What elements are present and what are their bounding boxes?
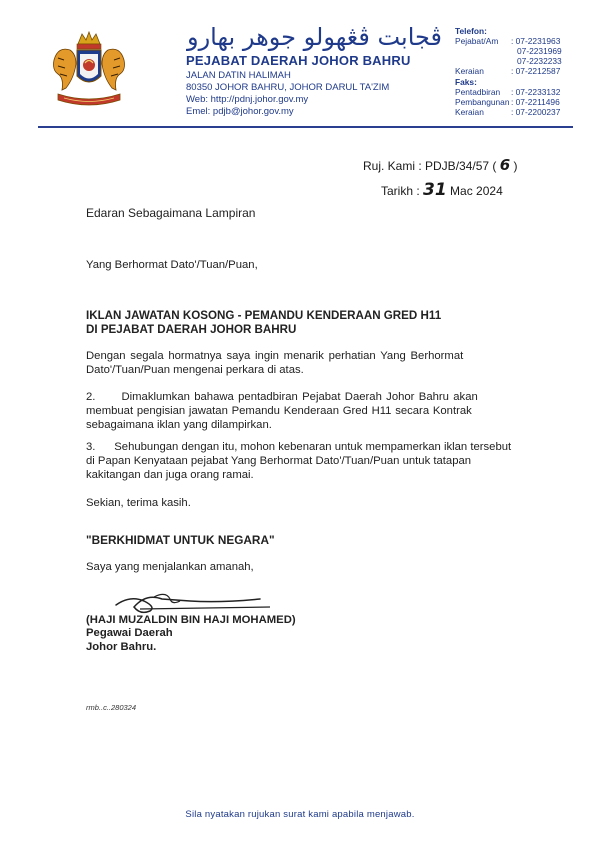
telefon-heading: Telefon:: [455, 26, 487, 36]
pembangunan-label: Pembangunan: [455, 97, 510, 107]
subject-line-1: IKLAN JAWATAN KOSONG - PEMANDU KENDERAAN GRED H11: [86, 309, 442, 322]
address-line-1: JALAN DATIN HALIMAH: [186, 70, 291, 81]
internal-ref-code: rmb..c..280324: [86, 703, 137, 712]
footer-note: Sila nyatakan rujukan surat kami apabila menjawab.: [185, 809, 415, 820]
subject-line-2: DI PEJABAT DAERAH JOHOR BAHRU: [86, 323, 297, 336]
motto: "BERKHIDMAT UNTUK NEGARA": [86, 533, 275, 547]
pejabat-number-1: : 07-2231963: [511, 36, 561, 46]
reference-number: [363, 156, 518, 174]
paragraph-2-line-3: sebagaimana iklan yang dilampirkan.: [86, 419, 272, 431]
paragraph-3-line-1: 3. Sehubungan dengan itu, mohon kebenaran untuk mempamerkan iklan tersebut: [86, 441, 512, 453]
reference-handwritten: 6: [499, 156, 511, 174]
paragraph-1-line-2: Dato'/Tuan/Puan mengenai perkara di atas.: [86, 364, 304, 376]
pentadbiran-label: Pentadbiran: [455, 87, 501, 97]
signer-title: Pegawai Daerah: [86, 627, 173, 639]
reference-suffix: ): [513, 159, 518, 173]
circular-line: Edaran Sebagaimana Lampiran: [86, 206, 256, 220]
paragraph-3-line-2: di Papan Kenyataan pejabat Yang Berhormat Dato'/Tuan/Puan untuk tatapan: [86, 455, 472, 467]
executing-line: Saya yang menjalankan amanah,: [86, 561, 254, 573]
website-link[interactable]: Web: http://pdnj.johor.gov.my: [186, 94, 309, 105]
paragraph-1-line-1: Dengan segala hormatnya saya ingin menarik perhatian Yang Berhormat: [86, 350, 464, 362]
date-suffix: Mac 2024: [450, 184, 503, 198]
pejabat-number-2: 07-2231969: [517, 46, 562, 56]
date-handwritten-day: 31: [423, 180, 447, 200]
signer-place: Johor Bahru.: [86, 641, 157, 653]
office-name: PEJABAT DAERAH JOHOR BAHRU: [186, 53, 411, 68]
date-prefix: Tarikh :: [381, 184, 420, 198]
keraian-faks-number: : 07-2200237: [511, 107, 561, 117]
keraian-label: Keraian: [455, 66, 484, 76]
paragraph-2-line-2: membuat pengisian jawatan Pemandu Kenderaan Gred H11 secara Kontrak: [86, 405, 472, 417]
closing-line: Sekian, terima kasih.: [86, 497, 191, 509]
paragraph-3-line-3: kakitangan dan juga orang ramai.: [86, 469, 254, 481]
pembangunan-number: : 07-2211496: [511, 97, 560, 107]
email-link[interactable]: Emel: pdjb@johor.gov.my: [186, 106, 294, 117]
paragraph-2-line-1: 2. Dimaklumkan bahawa pentadbiran Pejabat Daerah Johor Bahru akan: [86, 391, 478, 403]
reference-prefix: Ruj. Kami : PDJB/34/57 (: [363, 159, 497, 173]
letter-date: [381, 180, 503, 200]
signer-name: (HAJI MUZALDIN BIN HAJI MOHAMED): [86, 614, 296, 626]
pejabat-number-3: 07-2232233: [517, 56, 562, 66]
faks-heading: Faks:: [455, 77, 477, 87]
header-divider: [38, 126, 573, 128]
office-name-jawi: ڤجابت ڤڠهولو جوهر بهارو: [187, 23, 442, 51]
salutation: Yang Berhormat Dato'/Tuan/Puan,: [86, 259, 258, 271]
pejabat-label: Pejabat/Am: [455, 36, 499, 46]
state-crest-icon: [50, 30, 128, 110]
keraian-faks-label: Keraian: [455, 107, 484, 117]
address-line-2: 80350 JOHOR BAHRU, JOHOR DARUL TA'ZIM: [186, 82, 390, 93]
pentadbiran-number: : 07-2233132: [511, 87, 561, 97]
keraian-number: : 07-2212587: [511, 66, 561, 76]
